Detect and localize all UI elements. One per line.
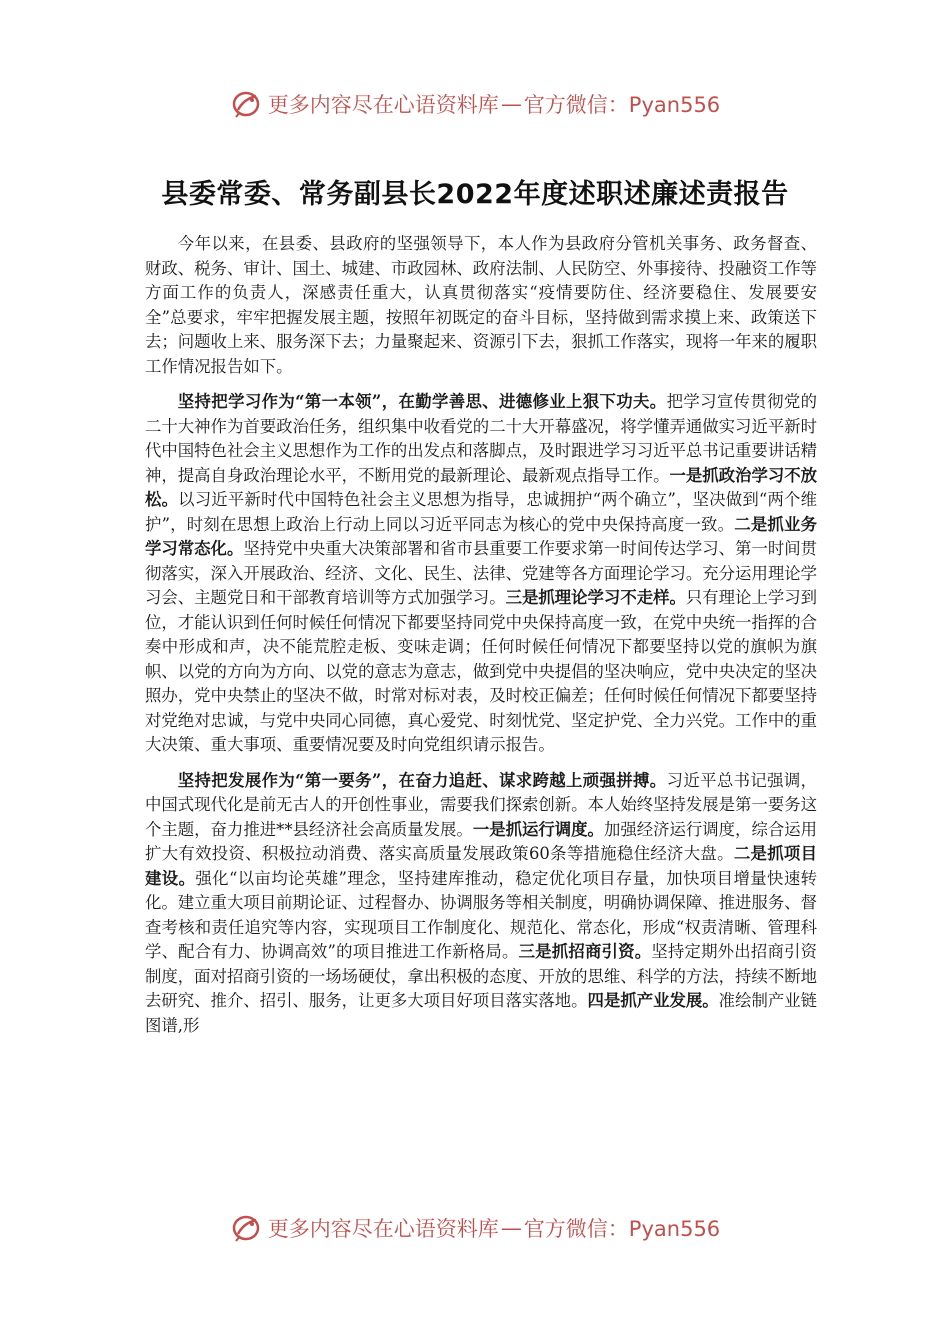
paragraph — [145, 769, 817, 1039]
banner-separator: — — [500, 92, 522, 116]
text-run: 习近平总书记强调，中国式现代化是前无古人的开创性事业，需要我们探索创新。本人始终坚持发展是第一要务这个主题，奋力推进**县经济社会高质量发展。 — [145, 770, 818, 839]
paragraph — [145, 390, 817, 758]
paragraph — [145, 232, 817, 379]
document-title: 县委常委、常务副县长2022年度述职述廉述责报告 — [161, 179, 789, 210]
bold-heading-run: 坚持把发展作为“第一要务”，在奋力追赶、谋求跨越上顽强拼搏。 — [177, 770, 667, 790]
bold-heading-run: 一是抓政治学习不放松。 — [145, 465, 818, 509]
logo-icon — [230, 1212, 262, 1244]
logo-icon — [230, 88, 262, 120]
banner-main-text: 更多内容尽在心语资料库 — [267, 1217, 499, 1241]
banner-main-text: 更多内容尽在心语资料库 — [267, 93, 499, 117]
bold-heading-run: 二是抓项目建设。 — [145, 844, 818, 888]
text-run: 今年以来，在县委、县政府的坚强领导下，本人作为县政府分管机关事务、政务督查、财政、税务、审计、国土、城建、市政园林、政府法制、人民防空、外事接待、投融资工作等方面工作的负责人，深感责任重大，认真贯彻落实“疫情要防住、经济要稳住、发展要安全”总要求，牢牢把握发展主题，按照年初既定的奋斗目标，坚持做到需求摸上来、政策送下去；问题收上来、服务深下去；力量聚起来、资源引下去，狠抓工作落实，现将一年来的履职工作情况报告如下。 — [145, 234, 818, 376]
text-run: 强化“以亩均论英雄”理念，坚持建库推动，稳定优化项目存量，加快项目增量快速转化。建立重大项目前期论证、过程督办、协调服务等相关制度，明确协调保障、推进服务、督查考核和责任追究等内容，实现项目工作制度化、规范化、常态化，形成“权责清晰、管理科学、配合有力、协调高效”的项目推进工作新格局。 — [145, 868, 818, 961]
text-run: 加强经济运行调度，综合运用扩大有效投资、积极拉动消费、落实高质量发展政策60条等措施稳住经济大盘。 — [145, 819, 818, 863]
bold-heading-run: 坚持把学习作为“第一本领”，在勤学善思、进德修业上狠下功夫。 — [177, 392, 667, 411]
bold-heading-run: 三是抓招商引资。 — [518, 942, 652, 961]
text-run: 把学习宣传贯彻党的二十大神作为首要政治任务，组织集中收看党的二十大开幕盛况，将学懂弄通做实习近平新时代中国特色社会主义思想作为工作的出发点和落脚点，及时跟进学习习近平总书记重要讲话精神，提高自身政治理论水平，不断用党的最新理论、最新观点指导工作。 — [145, 392, 818, 485]
text-run: 只有理论上学习到位，才能认识到任何时候任何情况下都要坚持同党中央保持高度一致，在党中央统一指挥的合奏中形成和声，决不能荒腔走板、变味走调；任何时候任何情况下都要坚持以党的旗帜为旗帜、以党的方向为方向、以党的意志为意志，做到党中央提倡的坚决响应，党中央决定的坚决照办，党中央禁止的坚决不做，时常对标对表，及时校正偏差；任何时候任何情况下都要坚持对党绝对忠诚，与党中央同心同德，真心爱党、时刻忧党、坚定护党、全力兴党。工作中的重大决策、重大事项、重要情况要及时向党组织请示报告。 — [145, 588, 818, 754]
text-run: 坚持定期外出招商引资制度，面对招商引资的一场场硬仗，拿出积极的态度、开放的思维、科学的方法，持续不断地去研究、推介、招引、服务，让更多大项目好项目落实落地。 — [145, 942, 818, 1010]
banner-separator: — — [500, 1216, 522, 1240]
banner-wechat-text: 官方微信：Pyan556 — [523, 1217, 721, 1241]
banner-wechat-text: 官方微信：Pyan556 — [523, 93, 721, 117]
text-run: 以习近平新时代中国特色社会主义思想为指导，忠诚拥护“两个确立”，坚决做到“两个维护”，时刻在思想上政治上行动上同以习近平同志为核心的党中央保持高度一致。 — [145, 490, 817, 534]
bold-heading-run: 三是抓理论学习不走样。 — [505, 588, 686, 607]
bold-heading-run: 一是抓运行调度。 — [472, 819, 604, 839]
text-run: 准绘制产业链图谱,形 — [145, 991, 818, 1035]
bold-heading-run: 四是抓产业发展。 — [587, 991, 719, 1010]
header-watermark-banner — [0, 82, 950, 126]
text-run: 坚持党中央重大决策部署和省市县重要工作要求第一时间传达学习、第一时间贯彻落实，深入开展政治、经济、文化、民生、法律、党建等各方面理论学习。充分运用理论学习会、主题党日和干部教育培训等方式加强学习。 — [145, 539, 818, 607]
document-body — [145, 232, 817, 1049]
bold-heading-run: 二是抓业务学习常态化。 — [145, 514, 818, 558]
footer-watermark-banner — [0, 1206, 950, 1250]
